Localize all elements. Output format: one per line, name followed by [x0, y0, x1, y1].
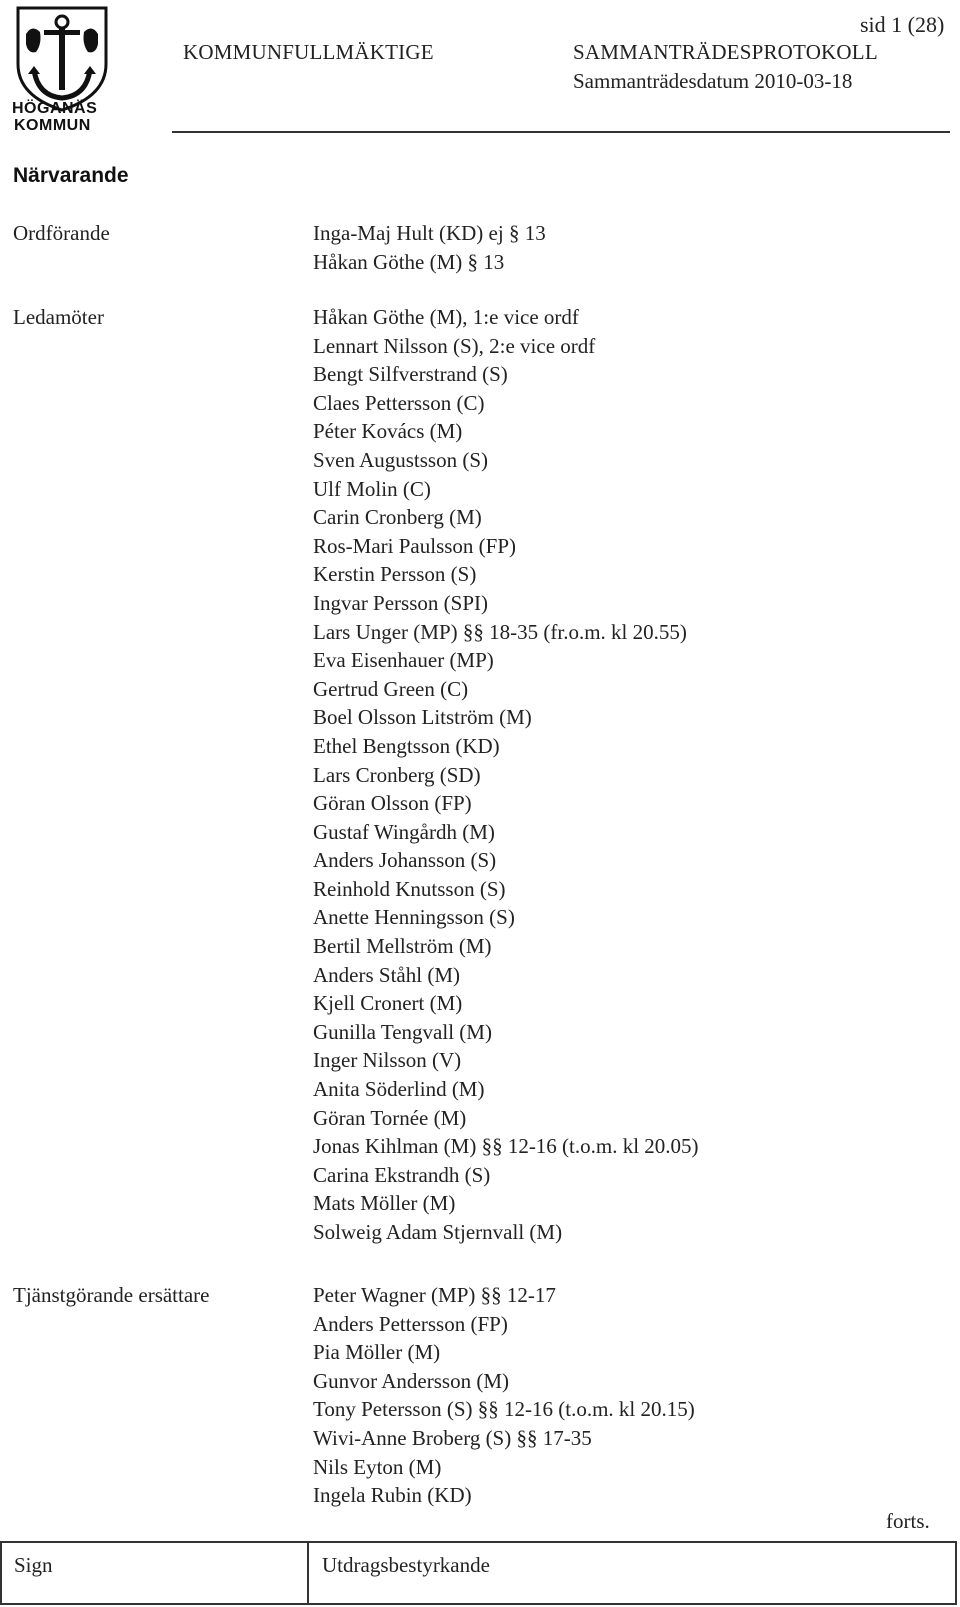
municipality-logo	[12, 4, 112, 134]
list-item: Göran Olsson (FP)	[313, 791, 472, 816]
list-item: Tony Petersson (S) §§ 12-16 (t.o.m. kl 20.15)	[313, 1397, 695, 1422]
list-item: Anita Söderlind (M)	[313, 1077, 485, 1102]
members-list	[313, 303, 699, 1247]
list-item: Carina Ekstrandh (S)	[313, 1162, 491, 1187]
list-item: Inga-Maj Hult (KD) ej § 13	[313, 221, 546, 245]
certify-label: Utdragsbestyrkande	[322, 1553, 490, 1577]
document-type: SAMMANTRÄDESPROTOKOLL	[573, 40, 878, 64]
list-item: Ingvar Persson (SPI)	[313, 590, 488, 615]
list-item: Inger Nilsson (V)	[313, 1048, 462, 1073]
page-number: sid 1 (28)	[860, 12, 945, 37]
logo-text-line2: KOMMUN	[14, 117, 91, 134]
section-label-substitutes: Tjänstgörande ersättare	[13, 1283, 210, 1307]
sign-label: Sign	[14, 1553, 53, 1577]
list-item: Håkan Göthe (M) § 13	[313, 249, 505, 274]
list-item: Sven Augustsson (S)	[313, 447, 489, 472]
list-item: Peter Wagner (MP) §§ 12-17	[313, 1283, 556, 1307]
chair-list	[313, 219, 546, 276]
list-item: Håkan Göthe (M), 1:e vice ordf	[313, 305, 579, 329]
list-item: Carin Cronberg (M)	[313, 505, 482, 530]
list-item: Anders Johansson (S)	[313, 848, 497, 873]
section-label-members: Ledamöter	[13, 305, 104, 329]
list-item: Nils Eyton (M)	[313, 1454, 442, 1479]
list-item: Lennart Nilsson (S), 2:e vice ordf	[313, 333, 596, 358]
list-item: Claes Pettersson (C)	[313, 390, 485, 415]
list-item: Eva Eisenhauer (MP)	[313, 648, 494, 673]
list-item: Ingela Rubin (KD)	[313, 1483, 472, 1508]
list-item: Bengt Silfverstrand (S)	[313, 362, 508, 387]
list-item: Ulf Molin (C)	[313, 476, 431, 501]
list-item: Kerstin Persson (S)	[313, 562, 477, 587]
list-item: Bertil Mellström (M)	[313, 934, 492, 959]
list-item: Ros-Mari Paulsson (FP)	[313, 533, 517, 558]
header-rule	[172, 131, 950, 133]
section-label-chair: Ordförande	[13, 221, 110, 245]
list-item: Pia Möller (M)	[313, 1340, 441, 1365]
list-item: Solweig Adam Stjernvall (M)	[313, 1220, 563, 1244]
list-item: Wivi-Anne Broberg (S) §§ 17-35	[313, 1425, 592, 1450]
list-item: Anders Ståhl (M)	[313, 962, 460, 987]
list-item: Gertrud Green (C)	[313, 676, 469, 701]
logo-text-line1: HÖGANÄS	[12, 100, 98, 117]
list-item: Boel Olsson Litström (M)	[313, 705, 532, 730]
list-item: Anette Henningsson (S)	[313, 905, 515, 930]
meeting-date: Sammanträdesdatum 2010-03-18	[573, 69, 853, 93]
list-item: Ethel Bengtsson (KD)	[313, 733, 500, 758]
list-item: Jonas Kihlman (M) §§ 12-16 (t.o.m. kl 20.05)	[313, 1134, 699, 1159]
list-item: Kjell Cronert (M)	[313, 991, 463, 1016]
list-item: Gustaf Wingårdh (M)	[313, 819, 495, 844]
list-item: Göran Tornée (M)	[313, 1105, 467, 1130]
section-heading: Närvarande	[13, 164, 129, 187]
continued-marker: forts.	[886, 1509, 930, 1533]
list-item: Mats Möller (M)	[313, 1191, 456, 1216]
signature-box	[0, 1541, 957, 1605]
list-item: Anders Pettersson (FP)	[313, 1311, 508, 1336]
list-item: Péter Kovács (M)	[313, 419, 463, 444]
organization-name: KOMMUNFULLMÄKTIGE	[183, 40, 434, 64]
list-item: Reinhold Knutsson (S)	[313, 876, 506, 901]
list-item: Gunilla Tengvall (M)	[313, 1019, 492, 1044]
footer-divider	[307, 1543, 490, 1603]
list-item: Lars Unger (MP) §§ 18-35 (fr.o.m. kl 20.55)	[313, 619, 687, 644]
substitutes-list	[313, 1281, 695, 1510]
list-item: Gunvor Andersson (M)	[313, 1368, 509, 1393]
list-item: Lars Cronberg (SD)	[313, 762, 481, 787]
